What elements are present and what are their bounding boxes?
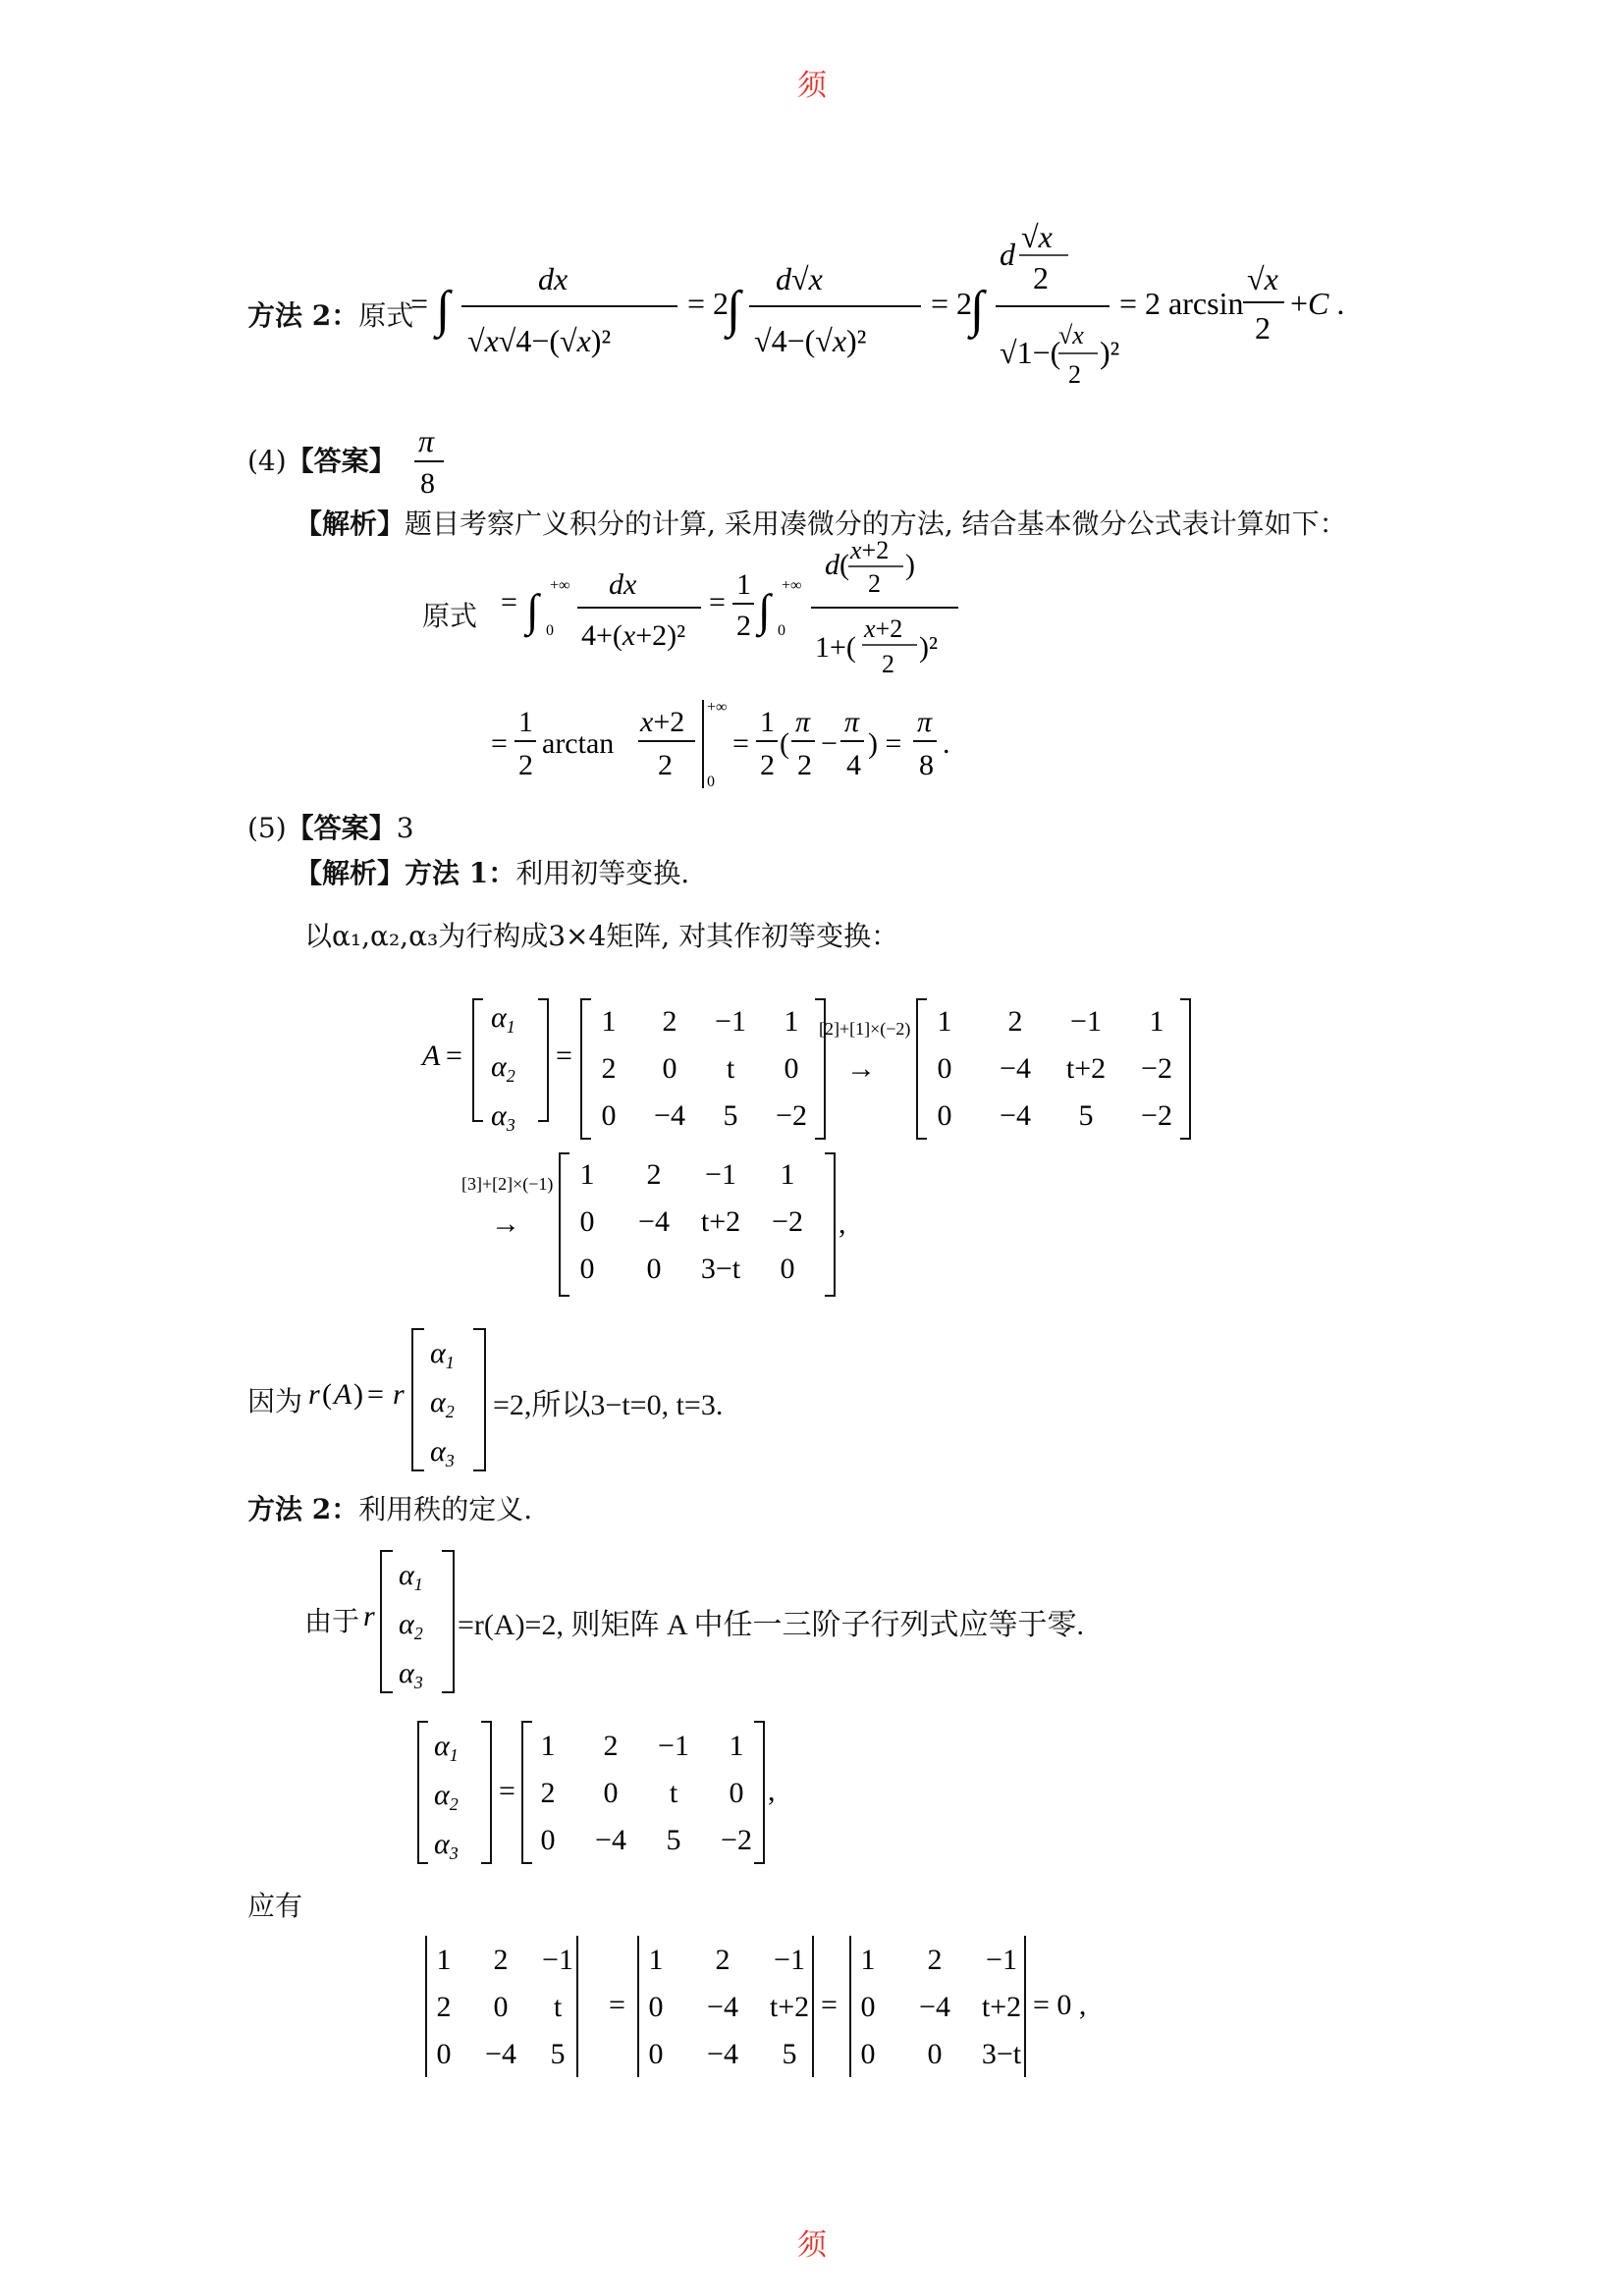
svg-text:2: 2 [868, 569, 881, 598]
q5-method1-text: 利用初等变换. [515, 857, 690, 889]
matrix-cell: t [553, 1991, 563, 2023]
svg-text:α2: $\alpha_2$ [399, 1608, 423, 1643]
matrix-cell: t [669, 1777, 678, 1809]
matrix-cell: 0 [646, 1253, 662, 1285]
svg-text:0: 0 [707, 774, 715, 790]
matrix-cell: 1 [937, 1005, 952, 1038]
svg-text:√x√4−(√x)²: √x√4−(√x)² [467, 323, 612, 358]
matrix-cell: 0 [648, 2038, 664, 2070]
matrix-cell: 0 [540, 1824, 556, 1856]
matrix-cell: 2 [436, 1991, 452, 2023]
svg-text:2: 2 [1068, 360, 1081, 389]
q4-answer-line [247, 440, 397, 479]
svg-text:α3: $\alpha_3$ [491, 1099, 515, 1135]
matrix-cell: −4 [919, 1991, 950, 2023]
svg-text:2: 2 [760, 749, 775, 781]
q5-analysis-line [295, 852, 689, 891]
matrix-cell: 0 [780, 1253, 795, 1285]
matrix-cell: −2 [1141, 1099, 1172, 1132]
svg-text:=: = [609, 1989, 625, 2021]
op1-label: [2]+[1]×(−2) [819, 1019, 911, 1039]
matrix-cell: −1 [542, 1944, 573, 1976]
op2-label: [3]+[2]×(−1) [461, 1174, 554, 1194]
svg-text:α1: $\alpha_1$ [399, 1559, 423, 1594]
svg-text:=: = [821, 1989, 838, 2021]
svg-text:2: 2 [658, 749, 673, 781]
q5-analysis-label: 【解析】 [295, 857, 406, 889]
svg-text:d√x: d√x [776, 261, 823, 296]
svg-text:d: d [1000, 237, 1015, 272]
matrix-cell: 1 [648, 1944, 664, 1976]
svg-text:π: π [844, 706, 860, 738]
q4-number: (4) [247, 445, 287, 477]
svg-text:x+2: x+2 [850, 536, 890, 564]
q5-method2-text: 利用秩的定义. [358, 1493, 533, 1525]
matrix-cell: 0 [784, 1052, 799, 1085]
matrix-cell: 1 [1149, 1005, 1164, 1038]
svg-text:): ) [353, 1378, 363, 1411]
matrix-cell: −4 [707, 1991, 738, 2023]
svg-text:+C .: +C . [1290, 286, 1345, 321]
method2-origin: 原式 [358, 299, 414, 332]
svg-text:√x: √x [1021, 219, 1053, 254]
svg-text:.: . [943, 727, 950, 760]
matrix-cell: −2 [776, 1099, 807, 1132]
svg-text:4: 4 [846, 749, 861, 781]
q4-origin: 原式 [422, 600, 478, 632]
matrix-cell: −1 [658, 1730, 689, 1762]
svg-text:α1: $\alpha_1$ [434, 1730, 459, 1765]
matrix-cell: −2 [1141, 1052, 1172, 1085]
svg-text:∫: ∫ [526, 585, 539, 635]
matrix-cell: 0 [662, 1052, 677, 1085]
svg-text:α3: $\alpha_3$ [434, 1828, 459, 1863]
q5-answer-label: 【答案】 [286, 812, 397, 844]
q5-method2-label: 方法 2： [247, 1493, 359, 1525]
svg-text:∫: ∫ [970, 282, 985, 338]
matrix-cell: 1 [601, 1005, 617, 1038]
matrix-cell: 0 [601, 1099, 617, 1132]
svg-text:=: = [499, 1775, 515, 1807]
matrix-cell: 5 [550, 2038, 566, 2070]
svg-text:2: 2 [518, 749, 533, 781]
svg-text:2: 2 [1033, 260, 1049, 295]
svg-text:=: = [501, 586, 517, 618]
matrix-cell: −4 [485, 2038, 516, 2070]
q5-matrix-transform [422, 991, 1208, 1306]
svg-text:(: ( [780, 727, 789, 760]
svg-text:4+(x+2)²: 4+(x+2)² [581, 619, 686, 652]
svg-text:+∞: +∞ [550, 577, 570, 594]
svg-text:arctan: arctan [542, 727, 615, 760]
matrix-cell: 2 [603, 1730, 619, 1762]
should-have: 应有 [247, 1890, 303, 1922]
matrix-cell: 0 [436, 2038, 452, 2070]
svg-text:∫: ∫ [727, 282, 741, 338]
svg-text:=: = [491, 727, 508, 760]
q4-analysis-label: 【解析】 [295, 507, 406, 540]
matrix-cell: 3−t [981, 2038, 1022, 2070]
matrix-cell: −2 [721, 1824, 752, 1856]
svg-text:+∞: +∞ [782, 577, 802, 594]
svg-text:2: 2 [736, 610, 751, 642]
matrix-cell: t+2 [769, 1991, 810, 2023]
svg-text:)²: )² [919, 631, 938, 664]
matrix-cell: 1 [784, 1005, 799, 1038]
svg-text:1: 1 [518, 706, 533, 738]
matrix-cell: 5 [666, 1824, 681, 1856]
svg-text:α2: $\alpha_2$ [434, 1779, 459, 1814]
svg-text:α3: $\alpha_3$ [399, 1657, 423, 1692]
matrix-cell: −1 [705, 1158, 736, 1191]
svg-text:α2: $\alpha_2$ [430, 1386, 455, 1421]
svg-text:=: = [410, 286, 429, 321]
q5-method1-label: 方法 1： [405, 857, 516, 889]
matrix-cell: −4 [638, 1205, 670, 1238]
svg-text:8: 8 [919, 749, 934, 781]
svg-text:= 0 ,: = 0 , [1033, 1989, 1087, 2021]
matrix-cell: 0 [579, 1253, 595, 1285]
svg-text:,: , [839, 1207, 846, 1240]
matrix-cell: t+2 [1065, 1052, 1107, 1085]
svg-text:1+(: 1+( [815, 631, 856, 664]
matrix-cell: 1 [780, 1158, 795, 1191]
matrix-cell: 5 [723, 1099, 738, 1132]
matrix-cell: 0 [860, 1991, 876, 2023]
matrix-cell: −1 [1070, 1005, 1102, 1038]
svg-text:α3: $\alpha_3$ [430, 1435, 455, 1470]
matrix-cell: 1 [436, 1944, 452, 1976]
svg-text:2: 2 [882, 650, 894, 678]
svg-text:): ) [905, 549, 915, 581]
q5-answer-line [247, 807, 414, 846]
matrix-cell: 0 [729, 1777, 744, 1809]
svg-text:(: ( [322, 1378, 332, 1411]
q4-answer-value [410, 422, 450, 501]
q4-answer-label: 【答案】 [286, 445, 397, 477]
matrix-cell: 5 [1078, 1099, 1094, 1132]
matrix-cell: 0 [937, 1099, 952, 1132]
matrix-cell: 5 [782, 2038, 797, 2070]
svg-text:∫: ∫ [758, 585, 771, 635]
matrix-cell: 2 [540, 1777, 556, 1809]
matrix-cell: 3−t [700, 1253, 741, 1285]
q5-determinants [422, 1930, 1110, 2087]
matrix-cell: 0 [493, 1991, 509, 2023]
q5-matrix-again [416, 1716, 809, 1873]
svg-text:)²: )² [1100, 335, 1120, 370]
matrix-cell: t+2 [700, 1205, 741, 1238]
matrix-cell: 2 [601, 1052, 617, 1085]
svg-text:√1−(: √1−( [1000, 335, 1061, 370]
method2-label: 方法 2： [247, 299, 359, 332]
svg-text:= 2 arcsin: = 2 arcsin [1119, 286, 1244, 321]
svg-text:=: = [556, 1040, 572, 1072]
because-conclusion: =2,所以3−t=0, t=3. [493, 1389, 724, 1421]
q5-answer: 3 [396, 812, 414, 844]
matrix-cell: 2 [927, 1944, 943, 1976]
since-text: 由于 [304, 1605, 360, 1637]
q4-analysis-text: 题目考察广义积分的计算, 采用凑微分的方法, 结合基本微分公式表计算如下： [405, 507, 1347, 540]
svg-text:α1: $\alpha_1$ [430, 1337, 455, 1372]
svg-text:0: 0 [546, 622, 554, 639]
matrix-cell: 1 [540, 1730, 556, 1762]
matrix-cell: 0 [603, 1777, 619, 1809]
q5-method2-line [247, 1488, 532, 1527]
matrix-cell: −4 [1000, 1052, 1031, 1085]
svg-text:α2: $\alpha_2$ [491, 1050, 515, 1086]
matrix-cell: 2 [715, 1944, 731, 1976]
matrix-cell: t [726, 1052, 735, 1085]
svg-text:x+2: x+2 [864, 614, 903, 643]
svg-text:8: 8 [420, 467, 435, 500]
svg-text:2: 2 [797, 749, 812, 781]
matrix-cell: −4 [1000, 1099, 1031, 1132]
svg-text:α1: $\alpha_1$ [491, 1001, 515, 1037]
matrix-cell: −4 [595, 1824, 626, 1856]
svg-text:∫: ∫ [436, 282, 451, 338]
page-header-mark: 须 [797, 69, 827, 103]
svg-text:2: 2 [1255, 310, 1271, 346]
matrix-cell: 0 [579, 1205, 595, 1238]
because-text: 因为 [247, 1385, 303, 1417]
method2-line [247, 294, 413, 334]
svg-text:dx: dx [609, 568, 637, 601]
matrix-cell: 0 [860, 2038, 876, 2070]
svg-text:dx: dx [538, 261, 568, 296]
q4-integral [491, 535, 1051, 800]
svg-text:= 2: = 2 [931, 286, 973, 321]
svg-text:√4−(√x)²: √4−(√x)² [754, 323, 867, 358]
matrix-cell: −1 [715, 1005, 746, 1038]
matrix-cell: t+2 [981, 1991, 1022, 2023]
svg-text:A: A [422, 1040, 441, 1072]
svg-text:,: , [768, 1775, 776, 1807]
svg-text:π: π [917, 706, 933, 738]
matrix-cell: 2 [1007, 1005, 1023, 1038]
svg-text:√x: √x [1247, 261, 1278, 296]
svg-text:r: r [363, 1600, 375, 1632]
svg-text:+∞: +∞ [707, 699, 728, 716]
svg-text:→: → [491, 1207, 520, 1240]
svg-text:=: = [709, 586, 726, 618]
matrix-cell: 1 [860, 1944, 876, 1976]
svg-text:d(: d( [825, 549, 849, 581]
matrix-cell: 0 [648, 1991, 664, 2023]
svg-text:0: 0 [778, 622, 785, 639]
svg-text:A: A [334, 1378, 352, 1411]
matrix-cell: −4 [707, 2038, 738, 2070]
svg-text:1: 1 [736, 568, 751, 601]
svg-text:=: = [446, 1040, 462, 1072]
matrix-cell: 2 [662, 1005, 677, 1038]
svg-text:→: → [846, 1052, 876, 1085]
q5-transform-text: 以α₁,α₂,α₃为行构成3×4矩阵, 对其作初等变换： [304, 920, 899, 952]
svg-text:r: r [393, 1378, 405, 1411]
svg-text:−: − [821, 727, 838, 760]
q5-number: (5) [247, 812, 287, 844]
matrix-cell: 0 [927, 2038, 943, 2070]
svg-text:=: = [367, 1378, 384, 1411]
svg-text:) =: ) = [868, 727, 902, 760]
matrix-cell: −4 [654, 1099, 685, 1132]
matrix-cell: −1 [986, 1944, 1017, 1976]
since-tail: =r(A)=2, 则矩阵 A 中任一三阶子行列式应等于零. [458, 1609, 1084, 1641]
svg-text:r: r [308, 1378, 320, 1411]
svg-text:= 2: = 2 [687, 286, 730, 321]
svg-text:√x: √x [1058, 321, 1084, 349]
matrix-cell: 1 [579, 1158, 595, 1191]
svg-text:x+2: x+2 [640, 706, 685, 738]
matrix-cell: −2 [772, 1205, 803, 1238]
svg-text:π: π [418, 423, 435, 458]
page-footer-mark: 须 [797, 2228, 827, 2263]
matrix-cell: 2 [493, 1944, 509, 1976]
method2-formula [410, 216, 1373, 422]
matrix-cell: −1 [774, 1944, 805, 1976]
svg-text:1: 1 [760, 706, 775, 738]
matrix-cell: 0 [937, 1052, 952, 1085]
svg-text:=: = [732, 727, 749, 760]
matrix-cell: 1 [729, 1730, 744, 1762]
svg-text:π: π [795, 706, 811, 738]
matrix-cell: 2 [646, 1158, 662, 1191]
